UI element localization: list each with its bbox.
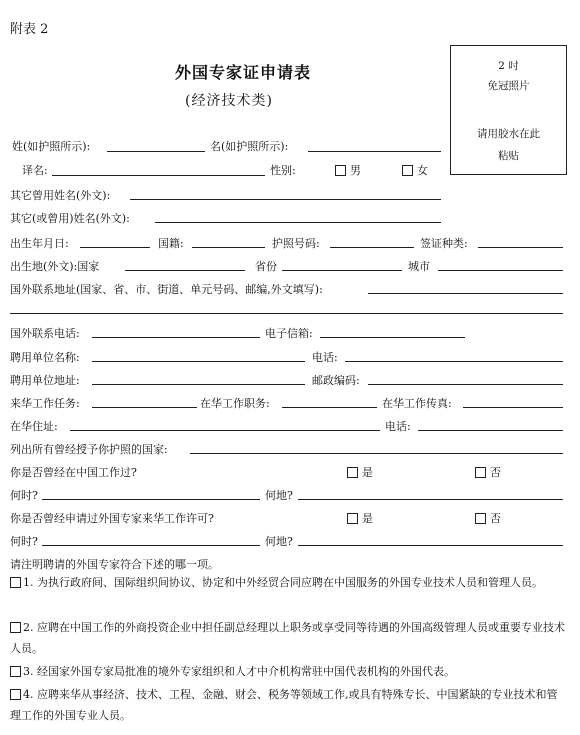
worked-no-option[interactable] [475,464,501,480]
translated-name-label: 译名: [22,164,48,177]
applied-no-option[interactable] [475,510,501,526]
employer-phone-label: 电话: [312,351,338,364]
province-label: 省份 [255,260,277,273]
category-instruction: 请注明聘请的外国专家符合下述的哪一项。 [10,558,219,571]
applied-yes-option[interactable] [347,510,373,526]
worked-where-field[interactable] [298,499,563,500]
gender-female-option[interactable] [402,162,428,178]
other-name-field[interactable] [155,222,441,223]
applied-yes-label: 是 [362,512,373,525]
work-position-label: 在华工作职务: [200,397,270,410]
worked-yes-option[interactable] [347,464,373,480]
appendix-label: 附表 2 [10,22,49,37]
passport-countries-label: 列出所有曾经授予你护照的国家: [10,443,168,456]
category-option-4[interactable] [10,684,565,726]
applied-no-checkbox[interactable] [475,513,486,524]
photo-glue-text: 请用胶水在此 [477,128,540,140]
employer-phone-field[interactable] [345,361,563,362]
email-field[interactable] [320,337,465,338]
work-task-label: 来华工作任务: [10,397,80,410]
visa-type-field[interactable] [478,247,563,248]
category-3-text: 3. 经国家外国专家局批准的境外专家组织和人才中介机构常驻中国代表机构的外国代表。 [23,665,455,678]
gender-label: 性别: [270,164,296,177]
male-checkbox[interactable] [335,165,346,176]
other-name-label: 其它(或曾用)姓名(外文): [10,212,130,225]
applied-no-label: 否 [490,512,501,525]
applied-when-label: 何时? [10,535,38,548]
worked-no-checkbox[interactable] [475,467,486,478]
birth-province-field[interactable] [282,270,402,271]
china-address-label: 在华住址: [10,420,58,433]
birthplace-label: 出生地(外文):国家 [10,260,100,273]
worked-yes-checkbox[interactable] [347,467,358,478]
form-subtitle: (经济技术类) [185,93,273,109]
nationality-field[interactable] [192,247,265,248]
worked-when-label: 何时? [10,489,38,502]
postal-code-field[interactable] [368,384,563,385]
photo-type-text: 免冠照片 [487,80,530,92]
category-option-2[interactable] [10,617,565,659]
foreign-address-field-line2[interactable] [10,313,563,314]
passport-countries-field[interactable] [190,453,563,454]
work-fax-label: 在华工作传真: [382,397,452,410]
employer-name-field[interactable] [92,361,305,362]
form-title: 外国专家证申请表 [175,63,312,82]
employer-address-label: 聘用单位地址: [10,374,80,387]
surname-field[interactable] [107,151,205,152]
visa-type-label: 签证种类: [420,237,468,250]
passport-no-field[interactable] [330,247,414,248]
china-phone-field[interactable] [418,430,563,431]
surname-label: 姓(如护照所示): [12,140,91,153]
work-task-field[interactable] [92,407,197,408]
translated-name-field[interactable] [52,175,265,176]
female-label: 女 [417,164,428,177]
email-label: 电子信箱: [265,327,313,340]
foreign-address-label: 国外联系地址(国家、省、市、街道、单元号码、邮编,外文填写): [10,283,323,296]
photo-size-text: 2 吋 [498,60,519,72]
china-phone-label: 电话: [385,420,411,433]
category-1-text: 1. 为执行政府间、国际组织间协议、协定和中外经贸合同应聘在中国服务的外国专业技术人员和管理人员。 [23,576,543,589]
work-position-field[interactable] [282,407,377,408]
passport-no-label: 护照号码: [272,237,320,250]
photo-box[interactable] [450,45,567,175]
applied-yes-checkbox[interactable] [347,513,358,524]
birth-country-field[interactable] [125,270,245,271]
postal-code-label: 邮政编码: [312,374,360,387]
applied-permit-question: 你是否曾经申请过外国专家来华工作许可? [10,512,214,525]
female-checkbox[interactable] [402,165,413,176]
other-used-name-field[interactable] [130,199,441,200]
nationality-label: 国籍: [158,237,184,250]
work-fax-field[interactable] [463,407,563,408]
china-address-field[interactable] [70,430,380,431]
category-1-checkbox[interactable] [10,577,21,588]
category-option-1[interactable] [10,572,565,593]
worked-no-label: 否 [490,466,501,479]
foreign-phone-field[interactable] [92,337,260,338]
city-label: 城市 [408,260,430,273]
applied-where-label: 何地? [265,535,293,548]
category-4-text: 4. 应聘来华从事经济、技术、工程、金融、财会、税务等领域工作,或具有特殊专长、中国紧缺的专业技术和管理工作的外国专业人员。 [10,688,558,722]
applied-where-field[interactable] [298,545,563,546]
worked-where-label: 何地? [265,489,293,502]
given-name-label: 名(如护照所示): [210,140,289,153]
worked-yes-label: 是 [362,466,373,479]
category-4-checkbox[interactable] [10,689,21,700]
employer-address-field[interactable] [92,384,305,385]
applied-when-field[interactable] [42,545,260,546]
worked-when-field[interactable] [42,499,260,500]
other-used-name-label: 其它曾用姓名(外文): [10,189,111,202]
category-2-checkbox[interactable] [10,622,21,633]
photo-paste-text: 粘贴 [498,150,519,162]
gender-male-option[interactable] [335,162,361,178]
worked-in-china-question: 你是否曾经在中国工作过? [10,466,137,479]
category-option-3[interactable] [10,661,565,682]
category-3-checkbox[interactable] [10,666,21,677]
given-name-field[interactable] [308,151,441,152]
birth-date-field[interactable] [80,247,150,248]
male-label: 男 [350,164,361,177]
category-2-text: 2. 应聘在中国工作的外商投资企业中担任副总经理以上职务或享受同等待遇的外国高级管理人员或重要专业技术人员。 [10,621,565,655]
foreign-address-field[interactable] [368,293,563,294]
birth-date-label: 出生年月日: [10,237,69,250]
foreign-phone-label: 国外联系电话: [10,327,80,340]
employer-name-label: 聘用单位名称: [10,351,80,364]
birth-city-field[interactable] [438,270,563,271]
